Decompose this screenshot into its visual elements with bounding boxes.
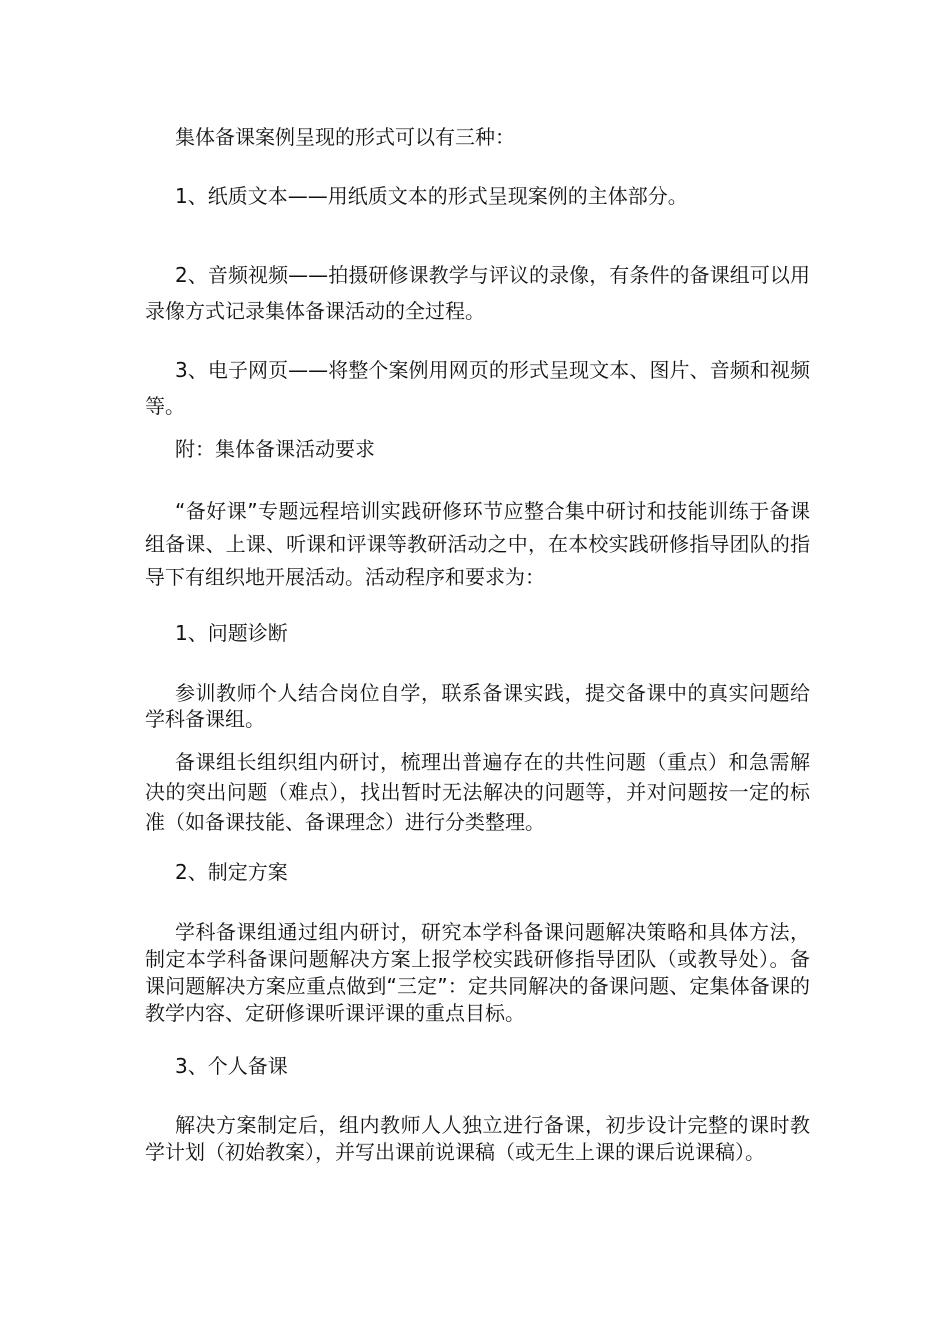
paragraph-forms-intro: 集体备课案例呈现的形式可以有三种： bbox=[175, 125, 515, 149]
paragraph-activity-intro: “备好课”专题远程培训实践研修环节应整合集中研讨和技能训练于备课组备课、上课、听课和评课等教研活动之中，在本校实践研修指导团队的指导下有组织地开展活动。活动程序和要求为： bbox=[145, 499, 810, 589]
paragraph-form-av: 2、音频视频——拍摄研修课教学与评议的录像，有条件的备课组可以用录像方式记录集体备课活动的全过程。 bbox=[145, 263, 810, 323]
heading-problem-diagnosis: 1、问题诊断 bbox=[175, 621, 288, 645]
paragraph-form-web: 3、电子网页——将整个案例用网页的形式呈现文本、图片、音频和视频等。 bbox=[145, 358, 810, 418]
paragraph-group-discussion: 备课组长组织组内研讨，梳理出普遍存在的共性问题（重点）和急需解决的突出问题（难点），找出暂时无法解决的问题等，并对问题按一定的标准（如备课技能、备课理念）进行分类整理。 bbox=[145, 750, 810, 834]
paragraph-form-paper: 1、纸质文本——用纸质文本的形式呈现案例的主体部分。 bbox=[175, 184, 688, 208]
paragraph-individual-prep: 解决方案制定后，组内教师人人独立进行备课，初步设计完整的课时教学计划（初始教案），并写出课前说课稿（或无生上课的课后说课稿）。 bbox=[145, 1113, 810, 1164]
heading-individual-prep: 3、个人备课 bbox=[175, 1054, 288, 1078]
heading-make-plan: 2、制定方案 bbox=[175, 860, 288, 884]
paragraph-appendix-title: 附：集体备课活动要求 bbox=[175, 437, 375, 461]
paragraph-plan-details: 学科备课组通过组内研讨，研究本学科备课问题解决策略和具体方法，制定本学科备课问题解决方案上报学校实践研修指导团队（或教导处）。备课问题解决方案应重点做到“三定”：定共同解决的备课问题、定集体备课的教学内容、定研修课听课评课的重点目标。 bbox=[145, 920, 810, 1025]
paragraph-teacher-self-study: 参训教师个人结合岗位自学，联系备课实践，提交备课中的真实问题给学科备课组。 bbox=[145, 681, 810, 731]
